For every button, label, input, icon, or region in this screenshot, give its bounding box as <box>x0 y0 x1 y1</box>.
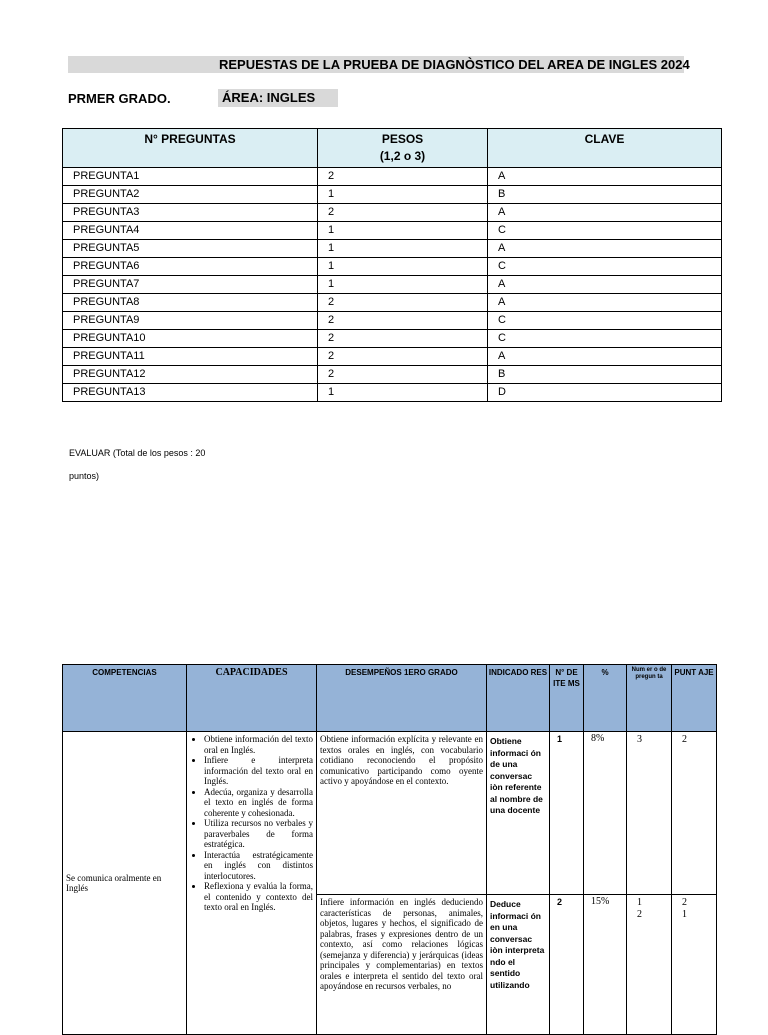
weight-cell: 2 <box>318 168 488 186</box>
question-cell: PREGUNTA2 <box>63 186 318 204</box>
col-pesos <box>318 129 488 168</box>
question-cell: PREGUNTA7 <box>63 276 318 294</box>
capacity-item: • Reflexiona y evalúa la forma, el contenido y contexto del texto oral en Inglés. <box>204 881 313 913</box>
area-text: ÁREA: INGLES <box>222 90 316 105</box>
header-puntaje: PUNT AJE <box>672 665 717 732</box>
key-cell: A <box>488 276 722 294</box>
score-values <box>672 895 717 1035</box>
note-line-2: puntos) <box>69 471 100 481</box>
question-cell: PREGUNTA6 <box>63 258 318 276</box>
question-number: 3 <box>627 732 672 895</box>
capacities-cell <box>187 732 317 1035</box>
answer-row <box>63 168 722 186</box>
key-cell: B <box>488 186 722 204</box>
item-count: 2 <box>550 895 584 1035</box>
question-cell: PREGUNTA10 <box>63 330 318 348</box>
answer-row <box>63 312 722 330</box>
question-numbers <box>627 895 672 1035</box>
capacity-item: • Utiliza recursos no verbales y paraverbales de forma estratégica. <box>204 818 313 850</box>
capacity-item: • Obtiene información del texto oral en Inglés. <box>204 734 313 755</box>
key-cell: C <box>488 222 722 240</box>
question-cell: PREGUNTA12 <box>63 366 318 384</box>
header-indicadores: INDICADO RES <box>487 665 550 732</box>
answer-row <box>63 384 722 402</box>
weight-cell: 2 <box>318 204 488 222</box>
answer-row <box>63 258 722 276</box>
weight-cell: 1 <box>318 384 488 402</box>
question-number: 2 <box>637 909 642 920</box>
competency-row-1 <box>63 732 717 895</box>
col-pesos-label: PESOS <box>381 132 424 146</box>
key-cell: B <box>488 366 722 384</box>
question-cell: PREGUNTA13 <box>63 384 318 402</box>
indicator-text: Deduce informaci ón en una conversac iòn interpreta ndo el sentido utilizando <box>487 895 550 1035</box>
question-cell: PREGUNTA9 <box>63 312 318 330</box>
header-capacidades: CAPACIDADES <box>187 665 317 732</box>
key-cell: A <box>488 168 722 186</box>
answer-key-table <box>62 128 722 402</box>
col-pesos-range: (1,2 o 3) <box>379 149 426 163</box>
header-n-items: N° DE ITE MS <box>550 665 584 732</box>
key-cell: C <box>488 258 722 276</box>
key-cell: A <box>488 240 722 258</box>
competency-name: Se comunica oralmente en Inglés <box>63 732 187 1035</box>
weight-cell: 1 <box>318 222 488 240</box>
area-label <box>218 89 338 107</box>
capacity-item: • Infiere e interpreta información del texto oral en Inglés. <box>204 755 313 787</box>
answer-row <box>63 240 722 258</box>
indicator-text: Obtiene informaci ón de una conversac iòn referente al nombre de una docente <box>487 732 550 895</box>
grade-label: PRMER GRADO. <box>68 91 171 106</box>
page-title: REPUESTAS DE LA PRUEBA DE DIAGNÒSTICO DEL AREA DE INGLES 2024 <box>219 57 690 72</box>
weight-cell: 2 <box>318 330 488 348</box>
key-cell: C <box>488 312 722 330</box>
question-number: 1 <box>637 897 642 908</box>
weight-cell: 1 <box>318 186 488 204</box>
question-cell: PREGUNTA4 <box>63 222 318 240</box>
answer-key-header <box>63 129 722 168</box>
answer-row <box>63 330 722 348</box>
competencies-table <box>62 664 717 1035</box>
header-num-pregunta: Num er o de pregun ta <box>627 665 672 732</box>
question-cell: PREGUNTA8 <box>63 294 318 312</box>
capacity-item: • Adecúa, organiza y desarrolla el texto en inglés de forma coherente y cohesionada. <box>204 787 313 819</box>
capacities-list <box>190 734 313 913</box>
key-cell: A <box>488 204 722 222</box>
header-pct: % <box>584 665 627 732</box>
weight-cell: 2 <box>318 294 488 312</box>
key-cell: D <box>488 384 722 402</box>
answer-row <box>63 276 722 294</box>
header-competencias: COMPETENCIAS <box>63 665 187 732</box>
col-preguntas: N° PREGUNTAS <box>63 129 318 168</box>
answer-row <box>63 222 722 240</box>
capacity-item: • Interactúa estratégicamente en inglés con distintos interlocutores. <box>204 850 313 882</box>
weight-cell: 1 <box>318 276 488 294</box>
weight-cell: 2 <box>318 348 488 366</box>
weight-cell: 2 <box>318 366 488 384</box>
question-cell: PREGUNTA5 <box>63 240 318 258</box>
key-cell: A <box>488 348 722 366</box>
performance-text: Infiere información en inglés deduciendo características de personas, animales, objetos, lugares y hechos, el significado de palabras, frases y expresiones dentro de un contexto, así como relaciones lógicas (semejanza y diferencia) y jerárquicas (ideas principales y complementarias) en textos orales e interpreta el sentido del texto oral apoyándose en recursos verbales, no <box>317 895 487 1035</box>
weight-cell: 1 <box>318 240 488 258</box>
competencies-header <box>63 665 717 732</box>
note-line-1: EVALUAR (Total de los pesos : 20 <box>69 448 206 458</box>
item-percent: 8% <box>584 732 627 895</box>
key-cell: A <box>488 294 722 312</box>
question-cell: PREGUNTA3 <box>63 204 318 222</box>
item-count: 1 <box>550 732 584 895</box>
score-value: 2 <box>682 897 687 908</box>
performance-text: Obtiene información explícita y relevante en textos orales en inglés, con vocabulario cotidiano reconociendo el propósito comunicativo participando como oyente activo y apoyándose en el contexto. <box>317 732 487 895</box>
answer-row <box>63 348 722 366</box>
header-desempenos: DESEMPEÑOS 1ERO GRADO <box>317 665 487 732</box>
score-value: 2 <box>672 732 717 895</box>
col-clave: CLAVE <box>488 129 722 168</box>
answer-row <box>63 204 722 222</box>
answer-row <box>63 294 722 312</box>
answer-row <box>63 366 722 384</box>
weight-cell: 2 <box>318 312 488 330</box>
key-cell: C <box>488 330 722 348</box>
answer-row <box>63 186 722 204</box>
question-cell: PREGUNTA11 <box>63 348 318 366</box>
item-percent: 15% <box>584 895 627 1035</box>
score-value: 1 <box>682 909 687 920</box>
weight-cell: 1 <box>318 258 488 276</box>
question-cell: PREGUNTA1 <box>63 168 318 186</box>
